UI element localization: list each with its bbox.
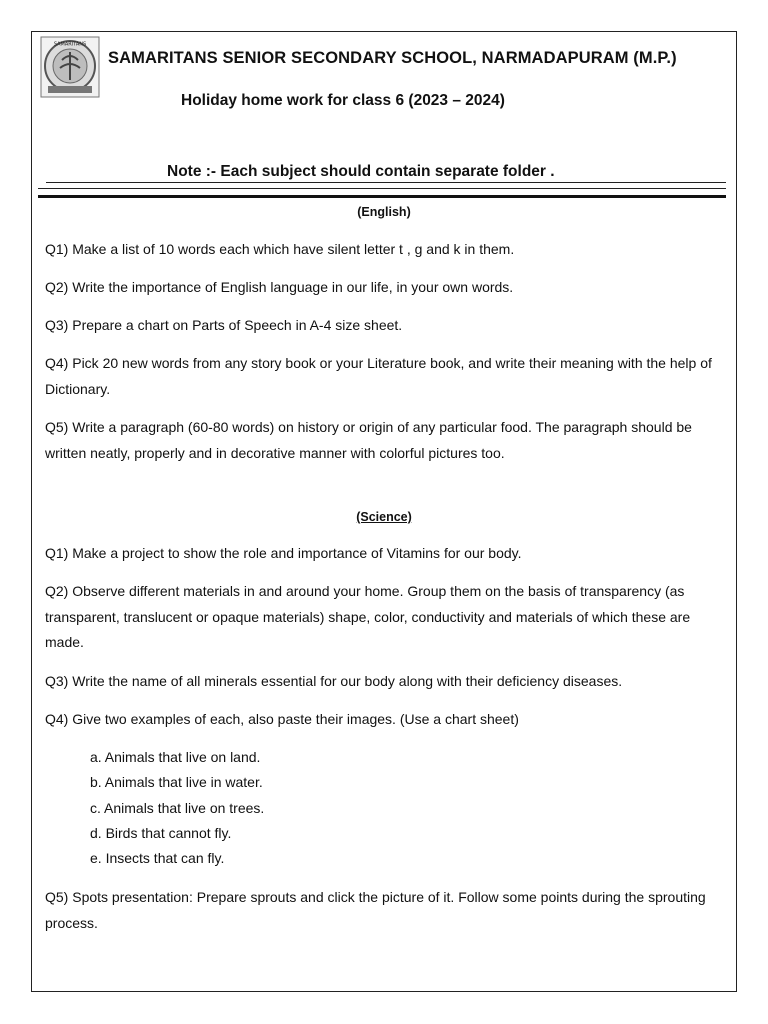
homework-title: Holiday home work for class 6 (2023 – 2024) bbox=[181, 92, 505, 109]
english-question-3: Q3) Prepare a chart on Parts of Speech in A-4 size sheet. bbox=[45, 317, 403, 333]
english-heading: (English) bbox=[357, 205, 411, 219]
school-logo-icon bbox=[40, 36, 100, 98]
science-question-3: Q3) Write the name of all minerals essential for our body along with their deficiency diseases. bbox=[45, 673, 623, 689]
list-item: d. Birds that cannot fly. bbox=[90, 824, 232, 841]
science-question-5: Q5) Spots presentation: Prepare sprouts and click the picture of it. Follow some points during the sprouting process. bbox=[45, 889, 706, 931]
science-question-2: Q2) Observe different materials in and around your home. Group them on the basis of transparency (as transparent, translucent or opaque materials) shape, color, conductivity and materials of which these are made. bbox=[45, 583, 691, 650]
list-item: a. Animals that live on land. bbox=[90, 749, 261, 765]
english-question-5: Q5) Write a paragraph (60-80 words) on history or origin of any particular food. The paragraph should be written neatly, properly and in decorative manner with colorful pictures too. bbox=[45, 419, 692, 461]
logo-text: SAMARITANS bbox=[53, 41, 87, 48]
list-item: b. Animals that live in water. bbox=[90, 774, 263, 791]
folder-note: Note :- Each subject should contain separate folder . bbox=[167, 163, 555, 180]
english-question-2: Q2) Write the importance of English language in our life, in your own words. bbox=[45, 279, 514, 295]
english-question-4: Q4) Pick 20 new words from any story book or your Literature book, and write their meaning with the help of Dictionary. bbox=[45, 355, 712, 397]
science-heading: (Science) bbox=[356, 510, 412, 524]
school-name: SAMARITANS SENIOR SECONDARY SCHOOL, NARMADAPURAM (M.P.) bbox=[108, 49, 677, 67]
english-question-1: Q1) Make a list of 10 words each which have silent letter t , g and k in them. bbox=[45, 241, 515, 257]
list-item: c. Animals that live on trees. bbox=[90, 799, 265, 816]
divider-thick-line bbox=[38, 195, 726, 198]
list-item: e. Insects that can fly. bbox=[90, 850, 225, 867]
science-question-4: Q4) Give two examples of each, also paste their images. (Use a chart sheet) bbox=[45, 711, 519, 727]
divider-line bbox=[38, 188, 726, 189]
divider-line bbox=[46, 182, 726, 183]
science-question-1: Q1) Make a project to show the role and importance of Vitamins for our body. bbox=[45, 545, 522, 561]
science-q4-list bbox=[90, 745, 264, 871]
